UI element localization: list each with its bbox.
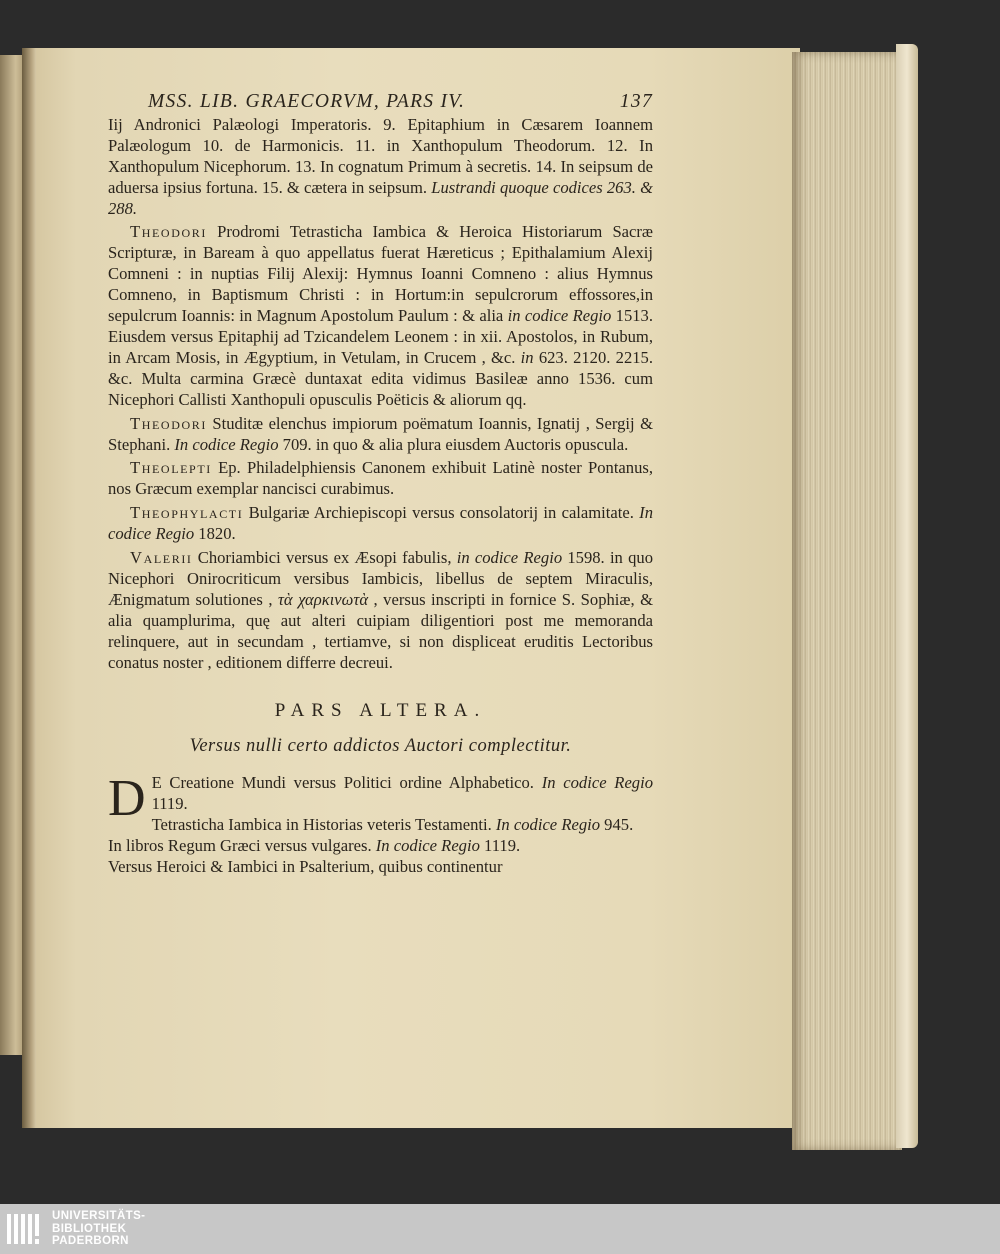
catalog-entry: Theophylacti Bulgariæ Archiepiscopi versus consolatorij in calamitate. In codice Regio 1820.: [108, 503, 653, 544]
cover-edge: [896, 44, 918, 1148]
page-number: 137: [619, 91, 653, 112]
library-logo-icon: [6, 1212, 44, 1246]
page-block-edge: [792, 52, 902, 1150]
page-text: [108, 92, 653, 878]
part-entry: Versus Heroici & Iambici in Psalterium, quibus continentur: [108, 856, 503, 876]
drop-cap: D: [108, 770, 146, 828]
library-name-line: PADERBORN: [52, 1235, 129, 1247]
library-footer: [0, 1204, 1000, 1254]
catalog-entry: Valerii Choriambici versus ex Æsopi fabulis, in codice Regio 1598. in quo Nicephori Onirocriticum versibus Iambicis, libellus de septem Miraculis, Ænigmatum solutiones , τὰ χαρκινωτὰ , versus inscripti in fornice S. Sophiæ, & alia quamplurima, quę aut alteri cuipiam diligentiori post me memoranda relinquere, aut in secundam , tertiamve, si non displiceat eruditis Lectoribus conatus noster , editionem differre decreui.: [108, 548, 654, 672]
part-entry: Tetrasticha Iambica in Historias veteris Testamenti. In codice Regio 945.: [151, 815, 634, 835]
part-title: PARS ALTERA.: [274, 700, 487, 722]
catalog-entry: Iij Andronici Palæologi Imperatoris. 9. Epitaphium in Cæsarem Ioannem Palæologum 10. de Harmonicis. 11. in Xanthopulum Theodorum. 12. In Xanthopulum Nicephorum. 13. In cognatum Primum à secretis. 14. In seipsum de aduersa ipsius fortuna. 15. & cætera in seipsum. Lustrandi quoque codices 263. & 288.: [108, 114, 653, 218]
library-name: [52, 1210, 145, 1248]
part-entry: D E Creatione Mundi versus Politici ordine Alphabetico. In codice Regio 1119.: [108, 770, 654, 828]
catalog-entry: Theodori Prodromi Tetrasticha Iambica & Heroica Historiarum Sacræ Scripturæ, in Baream à quo appellatus fuerat Hæreticus ; Epithalamium Alexij Comneni : in nuptias Filij Alexij: Hymnus Ioanni Comneno : alius Hymnus Comneno, in Baptismum Christi : in Hortum:in sepulcrorum effossores,in sepulcrum Ioannis: in Magnum Apostolum Paulum : & alia in codice Regio 1513. Eiusdem versus Epitaphij ad Tzicandelem Leonem : in xii. Apostolos, in Rubum, in Arcam Mosis, in Ægyptium, in Vetulam, in Crucem , &c. in 623. 2120. 2215. &c. Multa carmina Græcè duntaxat edita vidimus Basileæ anno 1536. cum Nicephori Callisti Xanthopuli opusculis Poëticis & aliorum qq.: [108, 222, 653, 409]
running-head: [148, 92, 653, 113]
part-subtitle: Versus nulli certo addictos Auctori complectitur.: [189, 736, 572, 757]
library-name-line: UNIVERSITÄTS-: [52, 1210, 146, 1222]
part-entries-list: [108, 770, 654, 878]
entries-list: [108, 115, 653, 674]
book-gutter: [22, 48, 36, 1128]
library-name-line: BIBLIOTHEK: [52, 1222, 127, 1235]
catalog-entry: Theodori Studitæ elenchus impiorum poëmatum Ioannis, Ignatij , Sergij & Stephani. In codice Regio 709. in quo & alia plura eiusdem Auctoris opuscula.: [108, 413, 653, 454]
running-head-title: MSS. LIB. GRAECORVM, PARS IV.: [148, 91, 466, 112]
part-entry: In libros Regum Græci versus vulgares. In codice Regio 1119.: [108, 836, 521, 855]
catalog-entry: Theolepti Ep. Philadelphiensis Canonem exhibuit Latinè noster Pontanus, nos Græcum exemplar nancisci curabimus.: [108, 458, 653, 499]
